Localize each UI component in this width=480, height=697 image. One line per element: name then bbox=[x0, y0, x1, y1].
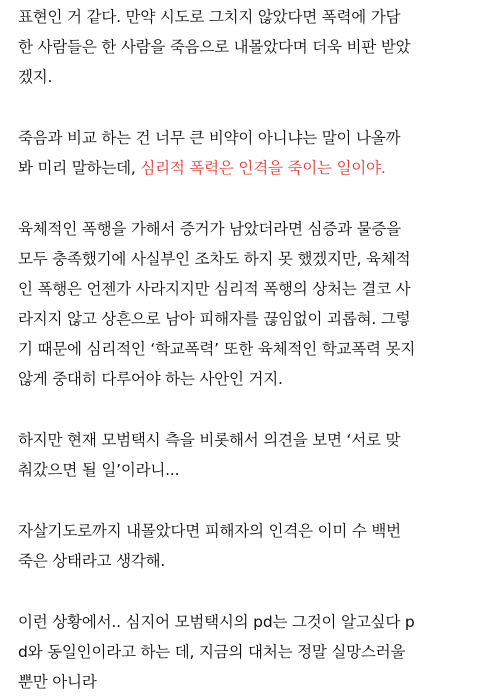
text-line: 춰갔으면 될 일’이라니... bbox=[18, 461, 180, 479]
text-line: 않게 중대히 다루어야 하는 사안인 거지. bbox=[18, 370, 283, 388]
text-line: 기 때문에 심리적인 ‘학교폭력’ 또한 육체적인 학교폭력 못지 bbox=[18, 340, 416, 358]
text-line: 죽음과 비교 하는 건 너무 큰 비약이 아니냐는 말이 나올까 bbox=[18, 129, 401, 147]
paragraph-5 bbox=[18, 516, 466, 576]
paragraph-2 bbox=[18, 123, 466, 183]
text-line: 뿐만 아니라 bbox=[18, 673, 97, 691]
text-line: 하지만 현재 모범택시 측을 비롯해서 의견을 보면 ‘서로 맞 bbox=[18, 431, 401, 449]
mixed-text-line bbox=[18, 153, 466, 183]
paragraph-6 bbox=[18, 607, 466, 697]
paragraph-1 bbox=[18, 2, 466, 92]
text-line: 라지지 않고 상흔으로 남아 피해자를 끊임없이 괴롭혀. 그렇 bbox=[18, 310, 411, 328]
text-line: 죽은 상태라고 생각해. bbox=[18, 552, 166, 570]
highlighted-text: 심리적 폭력은 인격을 죽이는 일이야. bbox=[140, 159, 386, 177]
text-line: 모두 충족했기에 사실부인 조차도 하지 못 했겠지만, 육체적 bbox=[18, 250, 411, 268]
text-line: d와 동일인이라고 하는 데, 지금의 대처는 정말 실망스러울 bbox=[18, 643, 406, 661]
text-segment: 봐 미리 말하는데, bbox=[18, 159, 141, 177]
text-line: 겠지. bbox=[18, 68, 53, 86]
text-line: 인 폭행은 언젠가 사라지지만 심리적 폭행의 상처는 결코 사 bbox=[18, 280, 411, 298]
text-line: 이런 상황에서.. 심지어 모범택시의 pd는 그것이 알고싶다 p bbox=[18, 613, 415, 631]
paragraph-3 bbox=[18, 214, 466, 394]
text-line: 표현인 거 같다. 만약 시도로 그치지 않았다면 폭력에 가담 bbox=[18, 8, 401, 26]
text-line: 자살기도로까지 내몰았다면 피해자의 인격은 이미 수 백번 bbox=[18, 522, 401, 540]
paragraph-4 bbox=[18, 425, 466, 485]
text-line: 육체적인 폭행을 가해서 증거가 남았더라면 심증과 물증을 bbox=[18, 220, 401, 238]
text-line: 한 사람들은 한 사람을 죽음으로 내몰았다며 더욱 비판 받았 bbox=[18, 38, 411, 56]
